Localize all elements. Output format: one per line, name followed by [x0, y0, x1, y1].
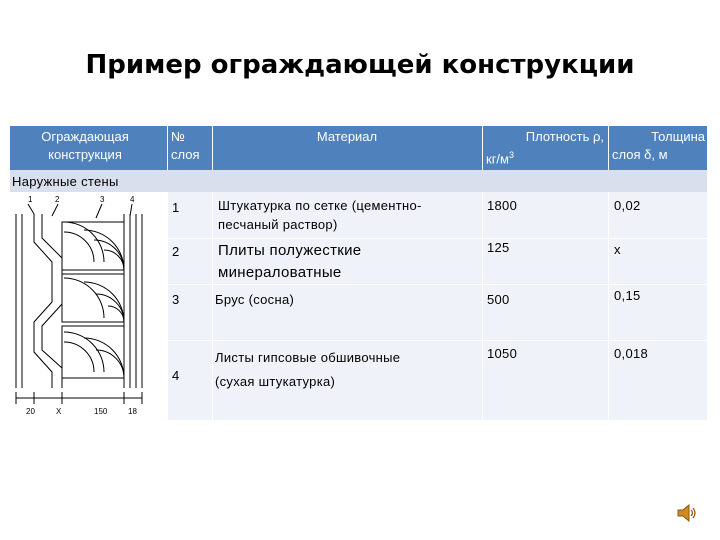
row1-no: 1	[172, 200, 180, 215]
row2-thickness: x	[614, 242, 621, 257]
drawing-dim-20: 20	[26, 407, 35, 416]
row3-density: 500	[487, 292, 510, 307]
row4-thickness: 0,018	[614, 346, 649, 361]
drawing-label-4: 4	[130, 195, 135, 204]
row3-material: Брус (сосна)	[215, 292, 295, 307]
row3-thickness: 0,15	[614, 288, 641, 303]
drawing-label-1: 1	[28, 195, 33, 204]
row1-thickness: 0,02	[614, 198, 641, 213]
row2-material: Плиты полужесткие минераловатные	[218, 242, 362, 281]
row4-density: 1050	[487, 346, 518, 361]
section-label: Наружные стены	[12, 174, 119, 189]
header-layer-no: № слоя	[171, 129, 200, 162]
drawing-label-2: 2	[55, 195, 60, 204]
header-construction: Ограждающая конструкция	[41, 129, 129, 162]
row1-material: Штукатурка по сетке (цементно- песчаный раствор)	[218, 198, 422, 232]
drawing-dim-18: 18	[128, 407, 137, 416]
header-material: Материал	[316, 129, 378, 144]
header-density: Плотность ρ, $кг/м^3$	[486, 129, 604, 167]
speaker-icon[interactable]	[676, 502, 698, 524]
row1-density: 1800	[487, 198, 518, 213]
row4-no: 4	[172, 368, 180, 383]
row4-material: Листы гипсовые обшивочные (сухая штукатурка)	[215, 350, 401, 389]
drawing-dim-x: X	[56, 407, 62, 416]
row2-density: 125	[487, 240, 510, 255]
row3-no: 3	[172, 292, 180, 307]
wall-section-drawing	[12, 192, 162, 422]
header-thickness: Толщина слоя δ, м	[612, 129, 705, 162]
drawing-label-3: 3	[100, 195, 105, 204]
row2-no: 2	[172, 244, 180, 259]
drawing-dim-150: 150	[94, 407, 108, 416]
slide-title: Пример ограждающей конструкции	[85, 50, 635, 80]
